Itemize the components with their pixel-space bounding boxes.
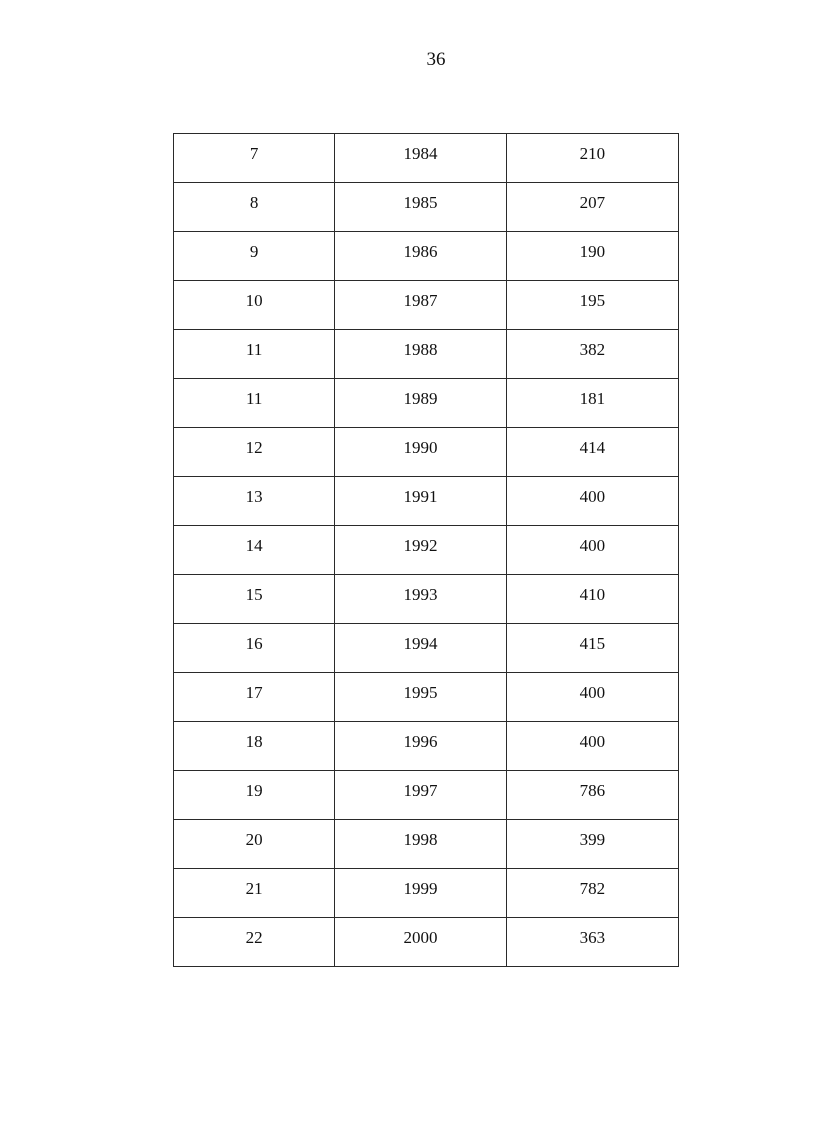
year-cell: 1999 (335, 869, 506, 918)
year-cell: 2000 (335, 918, 506, 967)
row-index-cell: 8 (174, 183, 335, 232)
row-index-cell: 14 (174, 526, 335, 575)
value-cell: 207 (506, 183, 678, 232)
table-row (174, 379, 679, 428)
row-index-cell: 19 (174, 771, 335, 820)
value-cell: 181 (506, 379, 678, 428)
year-cell: 1990 (335, 428, 506, 477)
value-cell: 400 (506, 722, 678, 771)
row-index-cell: 17 (174, 673, 335, 722)
table-row (174, 869, 679, 918)
year-cell: 1991 (335, 477, 506, 526)
value-cell: 414 (506, 428, 678, 477)
row-index-cell: 11 (174, 379, 335, 428)
year-cell: 1993 (335, 575, 506, 624)
table-row (174, 771, 679, 820)
value-cell: 782 (506, 869, 678, 918)
value-cell: 399 (506, 820, 678, 869)
table-row (174, 722, 679, 771)
row-index-cell: 9 (174, 232, 335, 281)
row-index-cell: 13 (174, 477, 335, 526)
year-cell: 1992 (335, 526, 506, 575)
year-cell: 1998 (335, 820, 506, 869)
table-row (174, 673, 679, 722)
table-row (174, 428, 679, 477)
row-index-cell: 22 (174, 918, 335, 967)
table-row (174, 820, 679, 869)
table-body (174, 134, 679, 967)
value-cell: 400 (506, 673, 678, 722)
year-cell: 1988 (335, 330, 506, 379)
row-index-cell: 12 (174, 428, 335, 477)
year-cell: 1987 (335, 281, 506, 330)
value-cell: 382 (506, 330, 678, 379)
year-cell: 1985 (335, 183, 506, 232)
value-cell: 210 (506, 134, 678, 183)
value-cell: 195 (506, 281, 678, 330)
row-index-cell: 11 (174, 330, 335, 379)
year-cell: 1989 (335, 379, 506, 428)
table-row (174, 232, 679, 281)
page-number: 36 (426, 49, 446, 70)
row-index-cell: 7 (174, 134, 335, 183)
table-row (174, 281, 679, 330)
value-cell: 190 (506, 232, 678, 281)
data-table (173, 133, 679, 967)
row-index-cell: 18 (174, 722, 335, 771)
value-cell: 415 (506, 624, 678, 673)
table-row (174, 477, 679, 526)
row-index-cell: 20 (174, 820, 335, 869)
table-row (174, 526, 679, 575)
value-cell: 410 (506, 575, 678, 624)
row-index-cell: 16 (174, 624, 335, 673)
table-row (174, 183, 679, 232)
table-row (174, 575, 679, 624)
year-cell: 1994 (335, 624, 506, 673)
table-row (174, 134, 679, 183)
year-cell: 1984 (335, 134, 506, 183)
table-row (174, 330, 679, 379)
year-cell: 1995 (335, 673, 506, 722)
table-row (174, 624, 679, 673)
row-index-cell: 21 (174, 869, 335, 918)
row-index-cell: 10 (174, 281, 335, 330)
year-cell: 1986 (335, 232, 506, 281)
value-cell: 363 (506, 918, 678, 967)
value-cell: 400 (506, 477, 678, 526)
table-row (174, 918, 679, 967)
row-index-cell: 15 (174, 575, 335, 624)
year-cell: 1997 (335, 771, 506, 820)
value-cell: 400 (506, 526, 678, 575)
value-cell: 786 (506, 771, 678, 820)
year-cell: 1996 (335, 722, 506, 771)
